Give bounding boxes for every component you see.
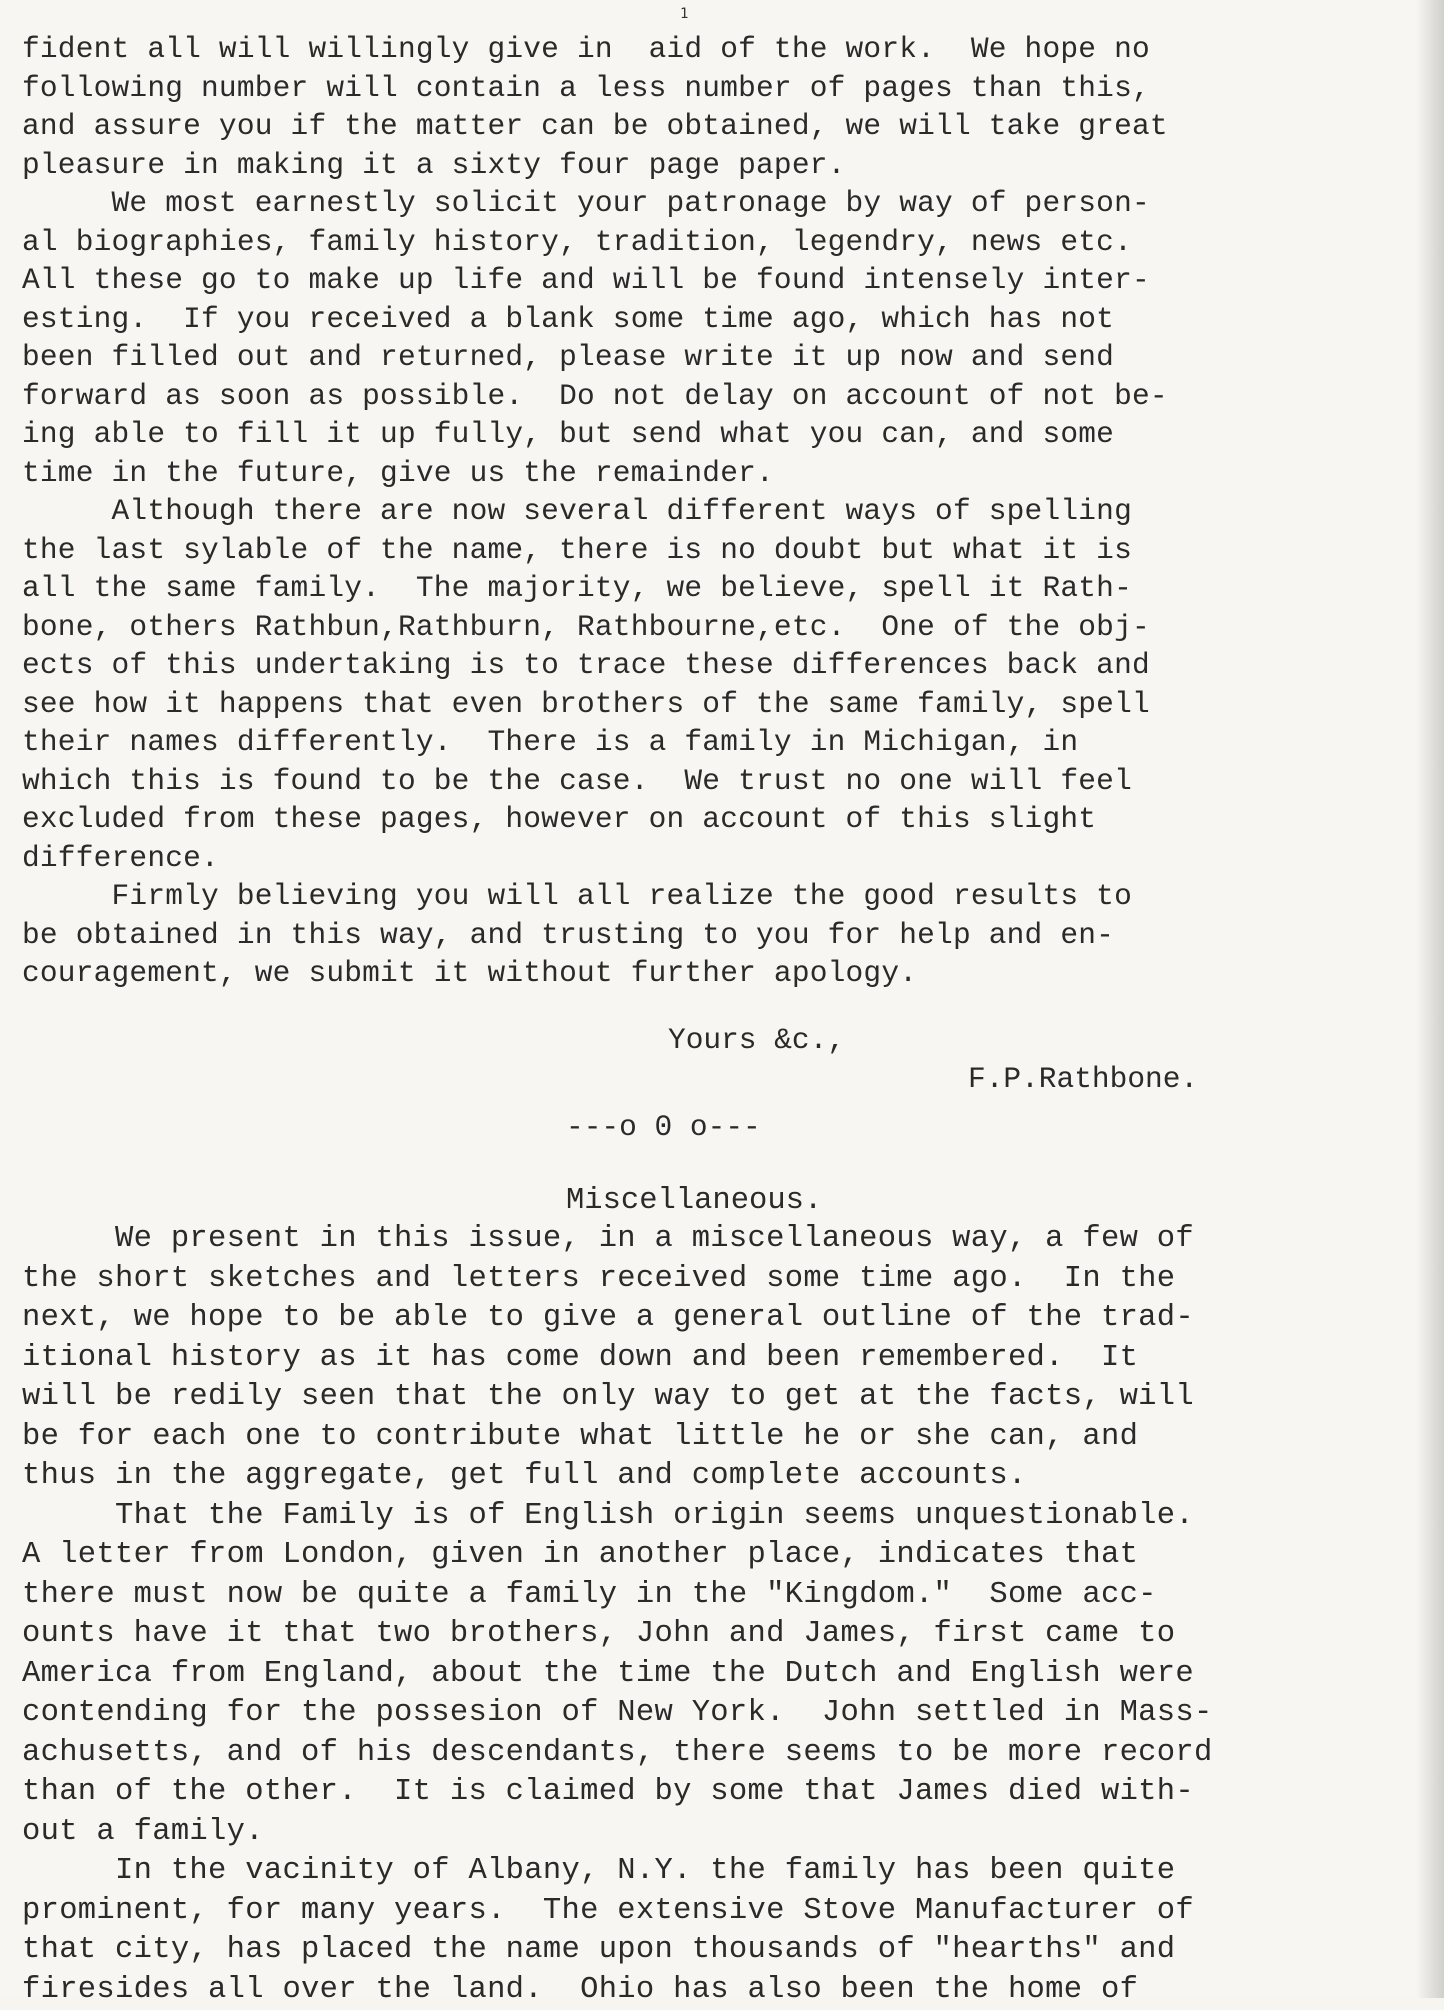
letter-line: ing able to fill it up fully, but send what you can, and some	[22, 415, 1352, 454]
miscellaneous-line: the short sketches and letters received some time ago. In the	[22, 1260, 1352, 1300]
miscellaneous-body	[22, 1220, 1352, 2010]
page-edge-shadow	[1416, 0, 1444, 1998]
letter-line: which this is found to be the case. We trust no one will feel	[22, 762, 1352, 801]
letter-line: excluded from these pages, however on account of this slight	[22, 800, 1352, 839]
letter-line: Firmly believing you will all realize the good results to	[22, 877, 1352, 916]
letter-line: esting. If you received a blank some time ago, which has not	[22, 300, 1352, 339]
letter-line: couragement, we submit it without further apology.	[22, 954, 1352, 993]
miscellaneous-line: thus in the aggregate, get full and complete accounts.	[22, 1457, 1352, 1497]
letter-line: difference.	[22, 839, 1352, 878]
letter-body	[22, 30, 1352, 993]
section-divider: ---o 0 o---	[566, 1110, 761, 1144]
letter-signature: F.P.Rathbone.	[968, 1062, 1198, 1096]
miscellaneous-line: contending for the possesion of New York. John settled in Mass-	[22, 1694, 1352, 1734]
letter-line: All these go to make up life and will be found intensely inter-	[22, 261, 1352, 300]
page-number-mark: 1	[680, 6, 688, 22]
miscellaneous-line: there must now be quite a family in the "Kingdom." Some acc-	[22, 1576, 1352, 1616]
letter-line: their names differently. There is a family in Michigan, in	[22, 723, 1352, 762]
letter-line: forward as soon as possible. Do not delay on account of not be-	[22, 377, 1352, 416]
miscellaneous-line: firesides all over the land. Ohio has also been the home of	[22, 1971, 1352, 2010]
miscellaneous-line: achusetts, and of his descendants, there seems to be more record	[22, 1734, 1352, 1774]
letter-line: been filled out and returned, please write it up now and send	[22, 338, 1352, 377]
miscellaneous-line: We present in this issue, in a miscellaneous way, a few of	[22, 1220, 1352, 1260]
miscellaneous-line: that city, has placed the name upon thousands of "hearths" and	[22, 1931, 1352, 1971]
letter-line: We most earnestly solicit your patronage by way of person-	[22, 184, 1352, 223]
letter-line: following number will contain a less number of pages than this,	[22, 69, 1352, 108]
miscellaneous-line: A letter from London, given in another place, indicates that	[22, 1536, 1352, 1576]
letter-line: fident all will willingly give in aid of the work. We hope no	[22, 30, 1352, 69]
miscellaneous-line: be for each one to contribute what little he or she can, and	[22, 1418, 1352, 1458]
letter-line: Although there are now several different ways of spelling	[22, 492, 1352, 531]
letter-line: the last sylable of the name, there is no doubt but what it is	[22, 531, 1352, 570]
miscellaneous-line: prominent, for many years. The extensive Stove Manufacturer of	[22, 1892, 1352, 1932]
miscellaneous-line: ounts have it that two brothers, John and James, first came to	[22, 1615, 1352, 1655]
miscellaneous-line: itional history as it has come down and been remembered. It	[22, 1339, 1352, 1379]
letter-line: pleasure in making it a sixty four page paper.	[22, 146, 1352, 185]
letter-line: ects of this undertaking is to trace these differences back and	[22, 646, 1352, 685]
miscellaneous-line: America from England, about the time the Dutch and English were	[22, 1655, 1352, 1695]
letter-line: al biographies, family history, tradition, legendry, news etc.	[22, 223, 1352, 262]
miscellaneous-line: will be redily seen that the only way to get at the facts, will	[22, 1378, 1352, 1418]
letter-line: time in the future, give us the remainder.	[22, 454, 1352, 493]
letter-line: be obtained in this way, and trusting to you for help and en-	[22, 916, 1352, 955]
letter-line: and assure you if the matter can be obtained, we will take great	[22, 107, 1352, 146]
letter-line: bone, others Rathbun,Rathburn, Rathbourne,etc. One of the obj-	[22, 608, 1352, 647]
miscellaneous-line: than of the other. It is claimed by some that James died with-	[22, 1773, 1352, 1813]
miscellaneous-line: That the Family is of English origin seems unquestionable.	[22, 1497, 1352, 1537]
letter-closing: Yours &c.,	[668, 1023, 845, 1057]
miscellaneous-line: out a family.	[22, 1813, 1352, 1853]
miscellaneous-line: In the vacinity of Albany, N.Y. the family has been quite	[22, 1852, 1352, 1892]
miscellaneous-line: next, we hope to be able to give a general outline of the trad-	[22, 1299, 1352, 1339]
letter-line: all the same family. The majority, we believe, spell it Rath-	[22, 569, 1352, 608]
section-heading: Miscellaneous.	[566, 1184, 822, 1218]
letter-line: see how it happens that even brothers of the same family, spell	[22, 685, 1352, 724]
